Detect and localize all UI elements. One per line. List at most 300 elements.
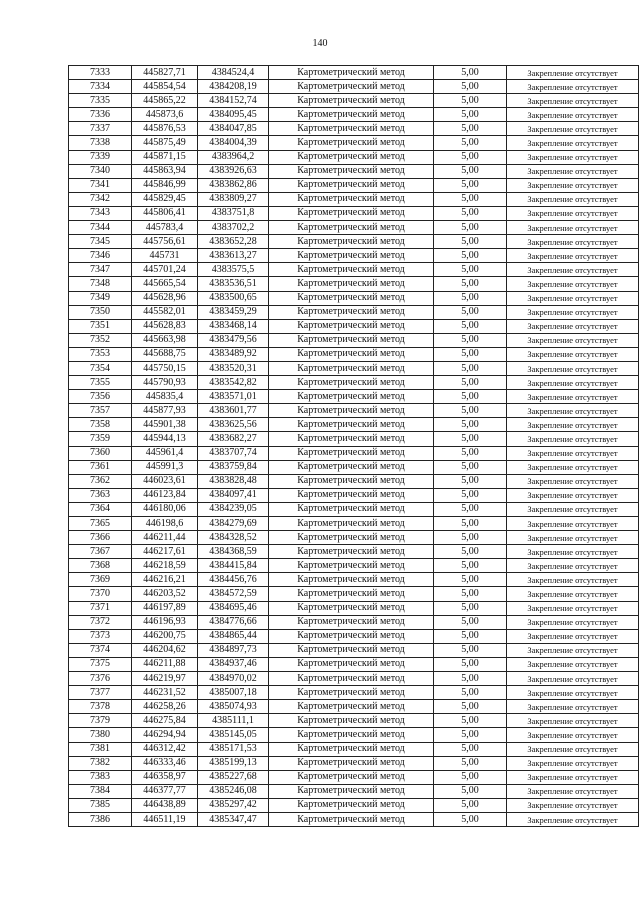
x-coordinate-cell: 445688,75 [132,347,198,361]
point-number-cell: 7334 [69,80,132,94]
fixing-cell: Закрепление отсутствует [507,784,639,798]
table-row [69,432,639,446]
method-cell: Картометрический метод [269,531,434,545]
point-number-cell: 7342 [69,192,132,206]
table-row [69,319,639,333]
point-number-cell: 7368 [69,559,132,573]
table-row [69,545,639,559]
accuracy-cell: 5,00 [434,784,507,798]
x-coordinate-cell: 445865,22 [132,94,198,108]
method-cell: Картометрический метод [269,221,434,235]
y-coordinate-cell: 4384897,73 [198,643,269,657]
table-row [69,150,639,164]
x-coordinate-cell: 445756,61 [132,235,198,249]
accuracy-cell: 5,00 [434,615,507,629]
x-coordinate-cell: 445863,94 [132,164,198,178]
fixing-cell: Закрепление отсутствует [507,333,639,347]
accuracy-cell: 5,00 [434,714,507,728]
method-cell: Картометрический метод [269,94,434,108]
x-coordinate-cell: 445750,15 [132,361,198,375]
y-coordinate-cell: 4383459,29 [198,305,269,319]
table-row [69,517,639,531]
table-row [69,291,639,305]
accuracy-cell: 5,00 [434,587,507,601]
table-row [69,94,639,108]
accuracy-cell: 5,00 [434,643,507,657]
x-coordinate-cell: 446204,62 [132,643,198,657]
accuracy-cell: 5,00 [434,545,507,559]
x-coordinate-cell: 445991,3 [132,460,198,474]
x-coordinate-cell: 445806,41 [132,206,198,220]
table-row [69,573,639,587]
table-row [69,672,639,686]
x-coordinate-cell: 445829,45 [132,192,198,206]
point-number-cell: 7360 [69,446,132,460]
table-row [69,418,639,432]
x-coordinate-cell: 446123,84 [132,488,198,502]
accuracy-cell: 5,00 [434,361,507,375]
accuracy-cell: 5,00 [434,376,507,390]
point-number-cell: 7343 [69,206,132,220]
fixing-cell: Закрепление отсутствует [507,108,639,122]
fixing-cell: Закрепление отсутствует [507,347,639,361]
fixing-cell: Закрепление отсутствует [507,390,639,404]
accuracy-cell: 5,00 [434,221,507,235]
y-coordinate-cell: 4383625,56 [198,418,269,432]
fixing-cell: Закрепление отсутствует [507,94,639,108]
accuracy-cell: 5,00 [434,672,507,686]
table-row [69,122,639,136]
table-row [69,333,639,347]
accuracy-cell: 5,00 [434,629,507,643]
method-cell: Картометрический метод [269,178,434,192]
point-number-cell: 7335 [69,94,132,108]
y-coordinate-cell: 4384695,46 [198,601,269,615]
method-cell: Картометрический метод [269,615,434,629]
y-coordinate-cell: 4383542,82 [198,376,269,390]
table-row [69,686,639,700]
accuracy-cell: 5,00 [434,164,507,178]
table-row [69,770,639,784]
method-cell: Картометрический метод [269,798,434,812]
x-coordinate-cell: 445731 [132,249,198,263]
accuracy-cell: 5,00 [434,305,507,319]
point-number-cell: 7385 [69,798,132,812]
table-row [69,657,639,671]
table-row [69,361,639,375]
method-cell: Картометрический метод [269,376,434,390]
y-coordinate-cell: 4385347,47 [198,812,269,826]
x-coordinate-cell: 445871,15 [132,150,198,164]
method-cell: Картометрический метод [269,770,434,784]
y-coordinate-cell: 4385171,53 [198,742,269,756]
fixing-cell: Закрепление отсутствует [507,136,639,150]
point-number-cell: 7373 [69,629,132,643]
method-cell: Картометрический метод [269,305,434,319]
method-cell: Картометрический метод [269,347,434,361]
y-coordinate-cell: 4385246,08 [198,784,269,798]
x-coordinate-cell: 446231,52 [132,686,198,700]
x-coordinate-cell: 445944,13 [132,432,198,446]
accuracy-cell: 5,00 [434,94,507,108]
point-number-cell: 7384 [69,784,132,798]
method-cell: Картометрический метод [269,517,434,531]
point-number-cell: 7354 [69,361,132,375]
accuracy-cell: 5,00 [434,531,507,545]
point-number-cell: 7361 [69,460,132,474]
x-coordinate-cell: 446511,19 [132,812,198,826]
y-coordinate-cell: 4383809,27 [198,192,269,206]
fixing-cell: Закрепление отсутствует [507,221,639,235]
x-coordinate-cell: 446217,61 [132,545,198,559]
fixing-cell: Закрепление отсутствует [507,192,639,206]
method-cell: Картометрический метод [269,80,434,94]
table-row [69,488,639,502]
x-coordinate-cell: 445961,4 [132,446,198,460]
accuracy-cell: 5,00 [434,573,507,587]
method-cell: Картометрический метод [269,629,434,643]
point-number-cell: 7364 [69,502,132,516]
fixing-cell: Закрепление отсутствует [507,728,639,742]
x-coordinate-cell: 446180,06 [132,502,198,516]
fixing-cell: Закрепление отсутствует [507,531,639,545]
x-coordinate-cell: 445877,93 [132,404,198,418]
method-cell: Картометрический метод [269,686,434,700]
method-cell: Картометрический метод [269,390,434,404]
x-coordinate-cell: 445628,96 [132,291,198,305]
y-coordinate-cell: 4384279,69 [198,517,269,531]
method-cell: Картометрический метод [269,277,434,291]
y-coordinate-cell: 4384047,85 [198,122,269,136]
fixing-cell: Закрепление отсутствует [507,164,639,178]
table-row [69,192,639,206]
table-row [69,714,639,728]
accuracy-cell: 5,00 [434,277,507,291]
y-coordinate-cell: 4383751,8 [198,206,269,220]
point-number-cell: 7348 [69,277,132,291]
y-coordinate-cell: 4383828,48 [198,474,269,488]
table-row [69,80,639,94]
point-number-cell: 7375 [69,657,132,671]
point-number-cell: 7336 [69,108,132,122]
y-coordinate-cell: 4384328,52 [198,531,269,545]
point-number-cell: 7351 [69,319,132,333]
fixing-cell: Закрепление отсутствует [507,686,639,700]
accuracy-cell: 5,00 [434,192,507,206]
method-cell: Картометрический метод [269,714,434,728]
method-cell: Картометрический метод [269,460,434,474]
x-coordinate-cell: 445875,49 [132,136,198,150]
table-row [69,474,639,488]
fixing-cell: Закрепление отсутствует [507,178,639,192]
table-row [69,178,639,192]
y-coordinate-cell: 4384097,41 [198,488,269,502]
point-number-cell: 7358 [69,418,132,432]
accuracy-cell: 5,00 [434,812,507,826]
method-cell: Картометрический метод [269,249,434,263]
method-cell: Картометрический метод [269,474,434,488]
x-coordinate-cell: 445846,99 [132,178,198,192]
fixing-cell: Закрепление отсутствует [507,291,639,305]
point-number-cell: 7337 [69,122,132,136]
x-coordinate-cell: 446377,77 [132,784,198,798]
y-coordinate-cell: 4384152,74 [198,94,269,108]
table-row [69,742,639,756]
fixing-cell: Закрепление отсутствует [507,545,639,559]
x-coordinate-cell: 446438,89 [132,798,198,812]
point-number-cell: 7340 [69,164,132,178]
y-coordinate-cell: 4384239,05 [198,502,269,516]
method-cell: Картометрический метод [269,150,434,164]
point-number-cell: 7382 [69,756,132,770]
fixing-cell: Закрепление отсутствует [507,798,639,812]
point-number-cell: 7369 [69,573,132,587]
fixing-cell: Закрепление отсутствует [507,756,639,770]
accuracy-cell: 5,00 [434,517,507,531]
accuracy-cell: 5,00 [434,418,507,432]
accuracy-cell: 5,00 [434,235,507,249]
y-coordinate-cell: 4385199,13 [198,756,269,770]
point-number-cell: 7355 [69,376,132,390]
method-cell: Картометрический метод [269,784,434,798]
method-cell: Картометрический метод [269,319,434,333]
x-coordinate-cell: 446358,97 [132,770,198,784]
x-coordinate-cell: 446203,52 [132,587,198,601]
x-coordinate-cell: 446333,46 [132,756,198,770]
x-coordinate-cell: 445665,54 [132,277,198,291]
method-cell: Картометрический метод [269,488,434,502]
y-coordinate-cell: 4383489,92 [198,347,269,361]
x-coordinate-cell: 445835,4 [132,390,198,404]
method-cell: Картометрический метод [269,545,434,559]
y-coordinate-cell: 4384524,4 [198,66,269,80]
point-number-cell: 7338 [69,136,132,150]
point-number-cell: 7356 [69,390,132,404]
point-number-cell: 7380 [69,728,132,742]
x-coordinate-cell: 446023,61 [132,474,198,488]
accuracy-cell: 5,00 [434,178,507,192]
method-cell: Картометрический метод [269,587,434,601]
point-number-cell: 7346 [69,249,132,263]
y-coordinate-cell: 4383571,01 [198,390,269,404]
point-number-cell: 7341 [69,178,132,192]
accuracy-cell: 5,00 [434,66,507,80]
accuracy-cell: 5,00 [434,474,507,488]
y-coordinate-cell: 4383702,2 [198,221,269,235]
accuracy-cell: 5,00 [434,122,507,136]
accuracy-cell: 5,00 [434,319,507,333]
accuracy-cell: 5,00 [434,404,507,418]
fixing-cell: Закрепление отсутствует [507,643,639,657]
accuracy-cell: 5,00 [434,657,507,671]
y-coordinate-cell: 4383520,31 [198,361,269,375]
method-cell: Картометрический метод [269,728,434,742]
x-coordinate-cell: 446218,59 [132,559,198,573]
y-coordinate-cell: 4385145,05 [198,728,269,742]
y-coordinate-cell: 4384368,59 [198,545,269,559]
method-cell: Картометрический метод [269,122,434,136]
fixing-cell: Закрепление отсутствует [507,305,639,319]
method-cell: Картометрический метод [269,418,434,432]
point-number-cell: 7359 [69,432,132,446]
fixing-cell: Закрепление отсутствует [507,587,639,601]
fixing-cell: Закрепление отсутствует [507,432,639,446]
fixing-cell: Закрепление отсутствует [507,742,639,756]
x-coordinate-cell: 445827,71 [132,66,198,80]
y-coordinate-cell: 4383759,84 [198,460,269,474]
point-number-cell: 7378 [69,700,132,714]
fixing-cell: Закрепление отсутствует [507,502,639,516]
y-coordinate-cell: 4383536,51 [198,277,269,291]
y-coordinate-cell: 4384095,45 [198,108,269,122]
accuracy-cell: 5,00 [434,150,507,164]
point-number-cell: 7349 [69,291,132,305]
table-row [69,601,639,615]
fixing-cell: Закрепление отсутствует [507,404,639,418]
y-coordinate-cell: 4384776,66 [198,615,269,629]
table-row [69,446,639,460]
table-row [69,136,639,150]
fixing-cell: Закрепление отсутствует [507,714,639,728]
x-coordinate-cell: 445783,4 [132,221,198,235]
x-coordinate-cell: 446294,94 [132,728,198,742]
table-row [69,235,639,249]
fixing-cell: Закрепление отсутствует [507,206,639,220]
accuracy-cell: 5,00 [434,291,507,305]
point-number-cell: 7372 [69,615,132,629]
fixing-cell: Закрепление отсутствует [507,488,639,502]
method-cell: Картометрический метод [269,700,434,714]
y-coordinate-cell: 4384970,02 [198,672,269,686]
method-cell: Картометрический метод [269,756,434,770]
x-coordinate-cell: 446196,93 [132,615,198,629]
accuracy-cell: 5,00 [434,502,507,516]
accuracy-cell: 5,00 [434,390,507,404]
page-number: 140 [312,38,328,49]
accuracy-cell: 5,00 [434,742,507,756]
point-number-cell: 7350 [69,305,132,319]
table-row [69,756,639,770]
point-number-cell: 7374 [69,643,132,657]
fixing-cell: Закрепление отсутствует [507,615,639,629]
y-coordinate-cell: 4383575,5 [198,263,269,277]
fixing-cell: Закрепление отсутствует [507,235,639,249]
y-coordinate-cell: 4383479,56 [198,333,269,347]
method-cell: Картометрический метод [269,263,434,277]
x-coordinate-cell: 445790,93 [132,376,198,390]
point-number-cell: 7376 [69,672,132,686]
accuracy-cell: 5,00 [434,728,507,742]
fixing-cell: Закрепление отсутствует [507,319,639,333]
fixing-cell: Закрепление отсутствует [507,657,639,671]
method-cell: Картометрический метод [269,657,434,671]
point-number-cell: 7386 [69,812,132,826]
fixing-cell: Закрепление отсутствует [507,122,639,136]
table-row [69,502,639,516]
accuracy-cell: 5,00 [434,206,507,220]
fixing-cell: Закрепление отсутствует [507,770,639,784]
y-coordinate-cell: 4383964,2 [198,150,269,164]
x-coordinate-cell: 446211,88 [132,657,198,671]
table-row [69,390,639,404]
y-coordinate-cell: 4384208,19 [198,80,269,94]
accuracy-cell: 5,00 [434,333,507,347]
accuracy-cell: 5,00 [434,559,507,573]
table-row [69,784,639,798]
x-coordinate-cell: 445876,53 [132,122,198,136]
y-coordinate-cell: 4385297,42 [198,798,269,812]
table-row [69,700,639,714]
y-coordinate-cell: 4385111,1 [198,714,269,728]
method-cell: Картометрический метод [269,192,434,206]
table-row [69,305,639,319]
point-number-cell: 7383 [69,770,132,784]
x-coordinate-cell: 446198,6 [132,517,198,531]
method-cell: Картометрический метод [269,66,434,80]
y-coordinate-cell: 4383500,65 [198,291,269,305]
x-coordinate-cell: 446200,75 [132,629,198,643]
fixing-cell: Закрепление отсутствует [507,517,639,531]
point-number-cell: 7357 [69,404,132,418]
table-row [69,404,639,418]
y-coordinate-cell: 4383601,77 [198,404,269,418]
point-number-cell: 7353 [69,347,132,361]
method-cell: Картометрический метод [269,206,434,220]
fixing-cell: Закрепление отсутствует [507,559,639,573]
point-number-cell: 7352 [69,333,132,347]
method-cell: Картометрический метод [269,812,434,826]
accuracy-cell: 5,00 [434,798,507,812]
method-cell: Картометрический метод [269,404,434,418]
table-row [69,347,639,361]
table-row [69,263,639,277]
y-coordinate-cell: 4383468,14 [198,319,269,333]
method-cell: Картометрический метод [269,446,434,460]
table-row [69,108,639,122]
accuracy-cell: 5,00 [434,460,507,474]
method-cell: Картометрический метод [269,742,434,756]
fixing-cell: Закрепление отсутствует [507,573,639,587]
y-coordinate-cell: 4383652,28 [198,235,269,249]
x-coordinate-cell: 446219,97 [132,672,198,686]
method-cell: Картометрический метод [269,136,434,150]
method-cell: Картометрический метод [269,573,434,587]
point-number-cell: 7381 [69,742,132,756]
x-coordinate-cell: 446197,89 [132,601,198,615]
accuracy-cell: 5,00 [434,432,507,446]
fixing-cell: Закрепление отсутствует [507,66,639,80]
fixing-cell: Закрепление отсутствует [507,277,639,291]
fixing-cell: Закрепление отсутствует [507,601,639,615]
y-coordinate-cell: 4384456,76 [198,573,269,587]
fixing-cell: Закрепление отсутствует [507,700,639,714]
point-number-cell: 7370 [69,587,132,601]
table-row [69,559,639,573]
method-cell: Картометрический метод [269,601,434,615]
x-coordinate-cell: 445854,54 [132,80,198,94]
fixing-cell: Закрепление отсутствует [507,263,639,277]
y-coordinate-cell: 4385007,18 [198,686,269,700]
point-number-cell: 7344 [69,221,132,235]
accuracy-cell: 5,00 [434,700,507,714]
table-row [69,376,639,390]
x-coordinate-cell: 445701,24 [132,263,198,277]
y-coordinate-cell: 4384572,59 [198,587,269,601]
table-row [69,277,639,291]
y-coordinate-cell: 4385227,68 [198,770,269,784]
y-coordinate-cell: 4383862,86 [198,178,269,192]
y-coordinate-cell: 4384004,39 [198,136,269,150]
